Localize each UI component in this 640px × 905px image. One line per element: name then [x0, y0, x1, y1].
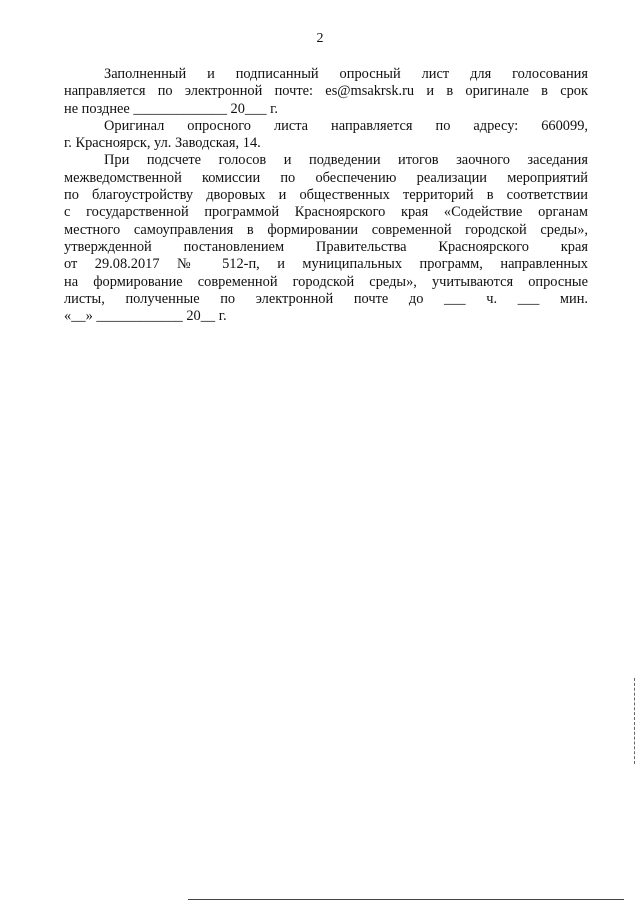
text-line: местного самоуправления в формировании современной городской среды», — [64, 221, 588, 238]
document-body — [64, 66, 588, 325]
text-line: направляется по электронной почте: es@msakrsk.ru и в оригинале в срок — [64, 83, 588, 100]
paragraph-submission — [64, 66, 588, 118]
text-line: При подсчете голосов и подведении итогов заочного заседания — [104, 152, 588, 169]
page-number: 2 — [316, 31, 324, 46]
text-line: по благоустройству дворовых и общественных территорий в соответствии — [64, 187, 588, 204]
text-line: г. Красноярск, ул. Заводская, 14. — [64, 135, 261, 152]
text-line: утвержденной постановлением Правительства Красноярского края — [64, 238, 588, 255]
text-line: от 29.08.2017 № 512-п, и муниципальных программ, направленных — [64, 256, 588, 273]
text-line: на формирование современной городской среды», учитываются опросные — [64, 273, 588, 290]
text-line: «__» ____________ 20__ г. — [64, 308, 227, 325]
text-line: межведомственной комиссии по обеспечению реализации мероприятий — [64, 169, 588, 186]
bottom-rule — [188, 899, 624, 900]
text-line: Заполненный и подписанный опросный лист для голосования — [104, 66, 588, 82]
paragraph-vote-counting — [64, 152, 588, 325]
text-line: листы, полученные по электронной почте до ___ ч. ___ мин. — [64, 290, 588, 307]
text-line: Оригинал опросного листа направляется по адресу: 660099, — [104, 117, 588, 134]
text-line: не позднее _____________ 20___ г. — [64, 100, 278, 117]
scan-edge-mark — [634, 678, 637, 764]
paragraph-address — [64, 118, 588, 153]
text-line: с государственной программой Красноярского края «Содействие органам — [64, 204, 588, 221]
